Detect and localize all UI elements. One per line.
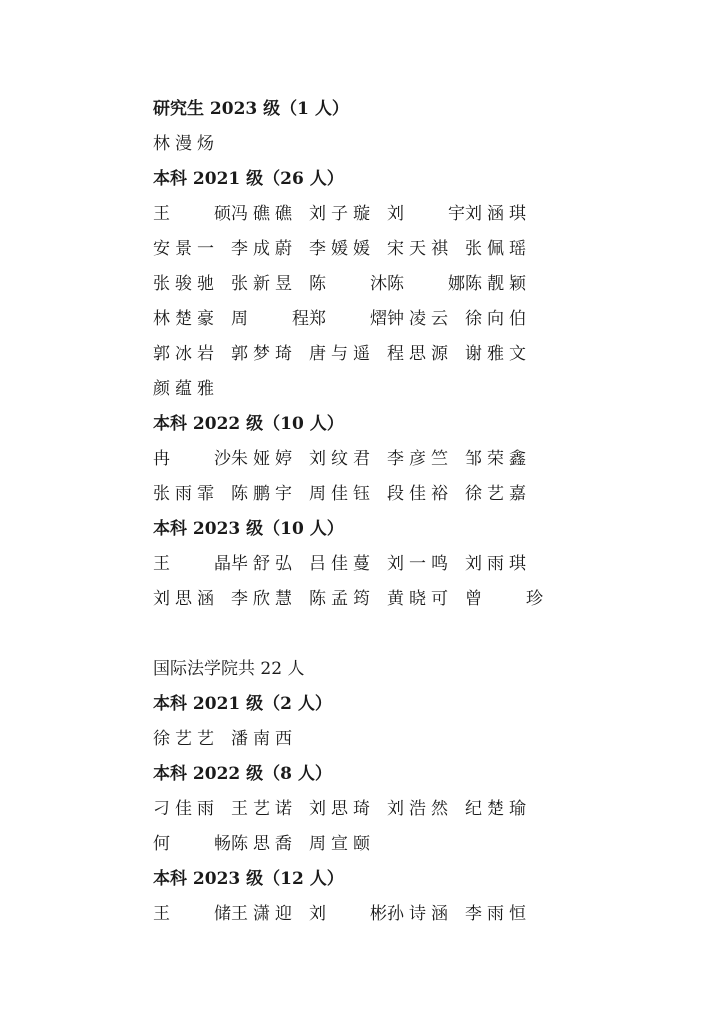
student-name: 黄晓可: [387, 589, 453, 609]
student-name: 程思源: [387, 344, 453, 364]
name-row: [153, 722, 553, 757]
student-name: 安景一: [153, 239, 219, 259]
student-name: 李成蔚: [231, 239, 297, 259]
student-name: 徐向伯: [465, 309, 531, 329]
student-name: 钟凌云: [387, 309, 453, 329]
student-name: 唐与遥: [309, 344, 375, 364]
name-row: [153, 792, 553, 827]
student-name: 郑 熠: [309, 309, 387, 329]
student-name: 林漫炀: [153, 134, 219, 154]
name-row: [153, 477, 553, 512]
student-name: 潘南西: [231, 729, 297, 749]
student-name: 刁佳雨: [153, 799, 219, 819]
group-heading: 本科 2021 级（26 人）: [153, 169, 344, 189]
student-name: 王 硕: [153, 204, 231, 224]
student-name: 颜蕴雅: [153, 379, 219, 399]
student-name: 冉 沙: [153, 449, 231, 469]
student-name: 李欣慧: [231, 589, 297, 609]
student-name: 刘浩然: [387, 799, 453, 819]
name-row: [153, 442, 553, 477]
name-row: [153, 127, 553, 162]
student-name: 刘思涵: [153, 589, 219, 609]
group-heading: 本科 2022 级（10 人）: [153, 414, 344, 434]
student-name: 林楚豪: [153, 309, 219, 329]
student-name: 王艺诺: [231, 799, 297, 819]
student-name: 吕佳蔓: [309, 554, 375, 574]
student-name: 刘涵琪: [465, 204, 531, 224]
student-name: 毕舒弘: [231, 554, 297, 574]
student-name: 张新昱: [231, 274, 297, 294]
student-name: 陈思喬: [231, 834, 297, 854]
student-name: 陈 娜: [387, 274, 465, 294]
student-name: 周佳钰: [309, 484, 375, 504]
name-row: [153, 337, 553, 372]
student-name: 徐艺艺: [153, 729, 219, 749]
name-row: [153, 547, 553, 582]
name-row: [153, 372, 553, 407]
student-name: 刘思琦: [309, 799, 375, 819]
name-row: [153, 302, 553, 337]
student-name: 曾 珍: [465, 589, 543, 609]
name-row: [153, 827, 553, 862]
student-name: 陈孟筠: [309, 589, 375, 609]
student-name: 陈 沐: [309, 274, 387, 294]
student-name: 周 程: [231, 309, 309, 329]
student-name: 徐艺嘉: [465, 484, 531, 504]
student-name: 周宣颐: [309, 834, 375, 854]
group-heading: 本科 2023 级（10 人）: [153, 519, 344, 539]
student-name: 刘 宇: [387, 204, 465, 224]
student-name: 刘雨琪: [465, 554, 531, 574]
student-name: 李彦竺: [387, 449, 453, 469]
student-name: 王 储: [153, 904, 231, 924]
student-name: 郭冰岩: [153, 344, 219, 364]
section-intro: 国际法学院共 22 人: [153, 659, 305, 679]
student-name: 刘 彬: [309, 904, 387, 924]
group-heading: 本科 2022 级（8 人）: [153, 764, 332, 784]
name-row: [153, 897, 553, 932]
student-name: 段佳裕: [387, 484, 453, 504]
name-row: [153, 232, 553, 267]
name-row: [153, 582, 553, 617]
student-name: 陈鹏宇: [231, 484, 297, 504]
student-name: 张雨霏: [153, 484, 219, 504]
student-name: 王潇迎: [231, 904, 297, 924]
section-spacer: [153, 617, 553, 652]
student-name: 纪楚瑜: [465, 799, 531, 819]
student-name: 李媛媛: [309, 239, 375, 259]
group-heading: 本科 2021 级（2 人）: [153, 694, 332, 714]
group-heading: 研究生 2023 级（1 人）: [153, 99, 349, 119]
student-name: 冯礁礁: [231, 204, 297, 224]
student-name: 郭梦琦: [231, 344, 297, 364]
student-name: 张骏驰: [153, 274, 219, 294]
name-row: [153, 197, 553, 232]
name-row: [153, 267, 553, 302]
student-name: 朱娅婷: [231, 449, 297, 469]
student-name: 刘一鸣: [387, 554, 453, 574]
student-name: 刘子璇: [309, 204, 375, 224]
group-heading: 本科 2023 级（12 人）: [153, 869, 344, 889]
document-page: [153, 92, 553, 932]
student-name: 孙诗涵: [387, 904, 453, 924]
student-name: 王 晶: [153, 554, 231, 574]
student-name: 邹荣鑫: [465, 449, 531, 469]
student-name: 刘纹君: [309, 449, 375, 469]
student-name: 张佩瑶: [465, 239, 531, 259]
student-name: 谢雅文: [465, 344, 531, 364]
student-name: 宋天祺: [387, 239, 453, 259]
student-name: 何 畅: [153, 834, 231, 854]
student-name: 李雨恒: [465, 904, 531, 924]
student-name: 陈靓颖: [465, 274, 531, 294]
